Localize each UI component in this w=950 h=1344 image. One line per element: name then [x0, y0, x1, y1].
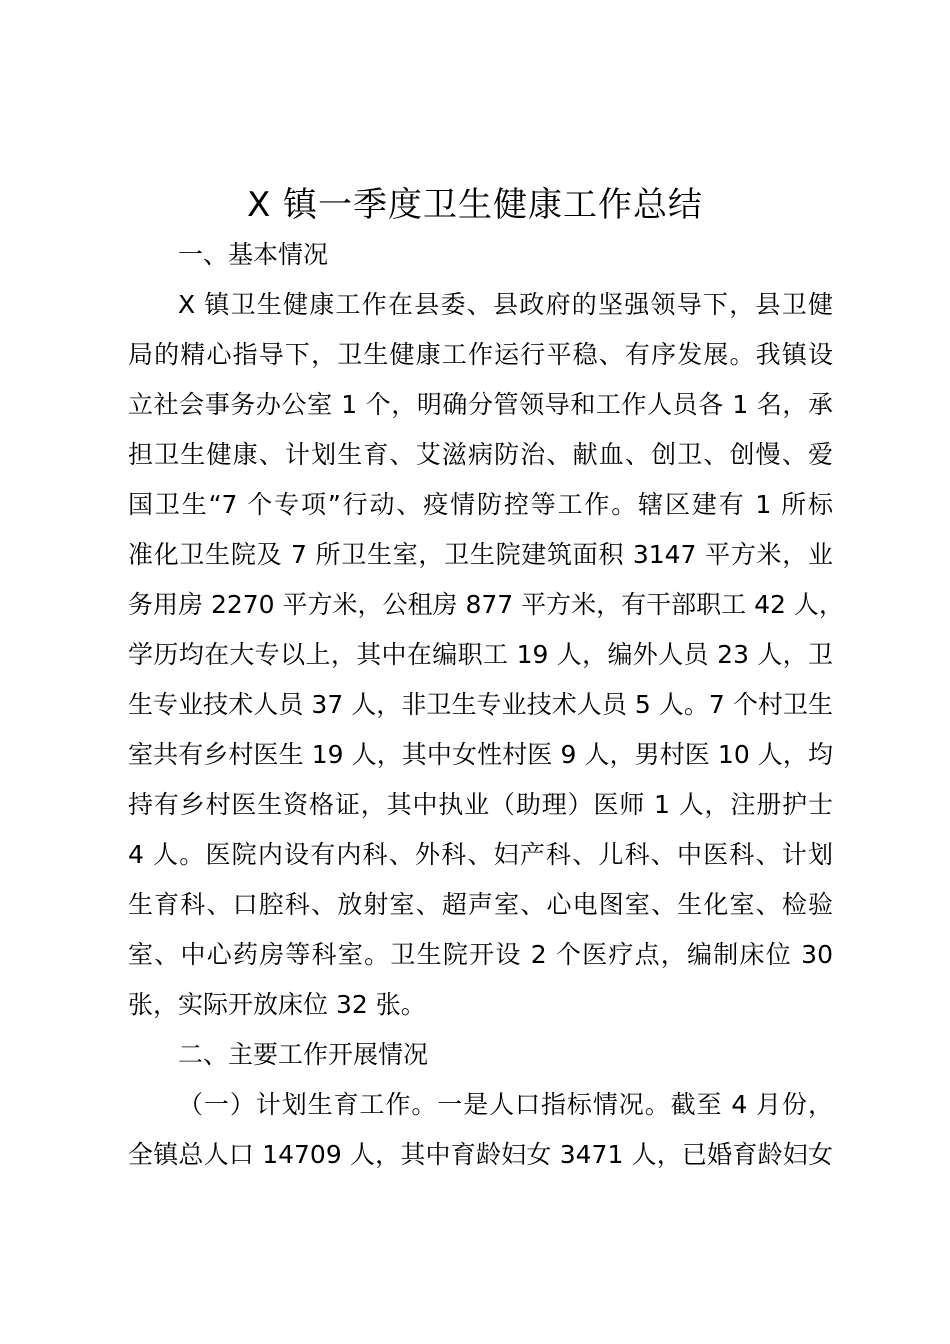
- paragraph-line-last: 张，实际开放床位 32 张。: [128, 990, 426, 1019]
- paragraph-line: 局的精心指导下，卫生健康工作运行平稳、有序发展。我镇设: [128, 340, 833, 369]
- paragraph-line: 国卫生“7 个专项”行动、疫情防控等工作。辖区建有 1 所标: [128, 490, 833, 519]
- paragraph-line: 立社会事务办公室 1 个，明确分管领导和工作人员各 1 名，承: [128, 390, 833, 419]
- section-heading-main-work: 二、主要工作开展情况: [178, 1040, 429, 1069]
- paragraph-line: 学历均在大专以上，其中在编职工 19 人，编外人员 23 人，卫: [128, 640, 833, 669]
- paragraph-line: 室共有乡村医生 19 人，其中女性村医 9 人，男村医 10 人，均: [128, 740, 833, 769]
- paragraph-line: 务用房 2270 平方米，公租房 877 平方米，有干部职工 42 人，: [128, 590, 844, 619]
- paragraph-line: 生专业技术人员 37 人，非卫生专业技术人员 5 人。7 个村卫生: [128, 690, 833, 719]
- paragraph-line: 担卫生健康、计划生育、艾滋病防治、献血、创卫、创慢、爱: [128, 440, 833, 469]
- paragraph-line: 全镇总人口 14709 人，其中育龄妇女 3471 人，已婚育龄妇女: [128, 1140, 833, 1169]
- paragraph-line: 准化卫生院及 7 所卫生室，卫生院建筑面积 3147 平方米，业: [128, 540, 833, 569]
- section-heading-basic: 一、基本情况: [178, 240, 329, 269]
- paragraph-line: （一）计划生育工作。一是人口指标情况。截至 4 月份，: [178, 1090, 833, 1119]
- paragraph-line: 持有乡村医生资格证，其中执业（助理）医师 1 人，注册护士: [128, 790, 833, 819]
- document-title: X 镇一季度卫生健康工作总结: [246, 185, 704, 225]
- paragraph-line: X 镇卫生健康工作在县委、县政府的坚强领导下，县卫健: [178, 290, 833, 319]
- paragraph-line: 4 人。医院内设有内科、外科、妇产科、儿科、中医科、计划: [128, 840, 833, 869]
- paragraph-line: 室、中心药房等科室。卫生院开设 2 个医疗点，编制床位 30: [128, 940, 833, 969]
- paragraph-line: 生育科、口腔科、放射室、超声室、心电图室、生化室、检验: [128, 890, 833, 919]
